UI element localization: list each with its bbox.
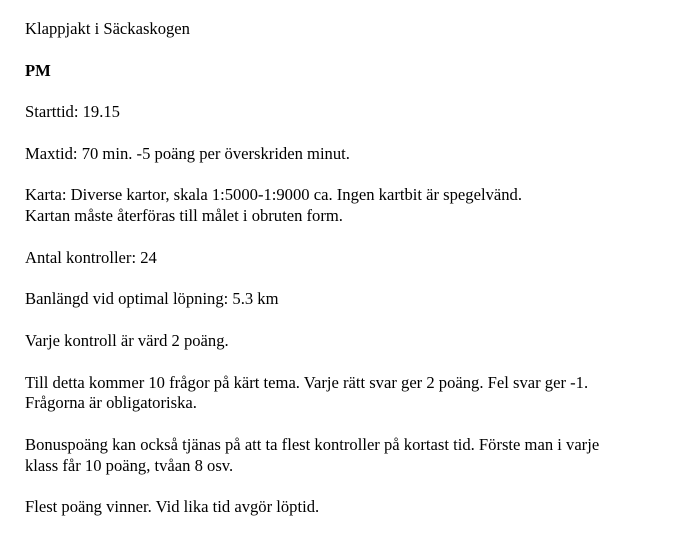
control-value-text: Varje kontroll är värd 2 poäng. bbox=[25, 330, 229, 350]
max-time-text: Maxtid: 70 min. -5 poäng per överskriden minut. bbox=[25, 143, 350, 163]
questions-line-1: Till detta kommer 10 frågor på kärt tema. Varje rätt svar ger 2 poäng. Fel svar ger -1. bbox=[25, 372, 589, 392]
start-time-text: Starttid: 19.15 bbox=[25, 102, 120, 122]
document-heading: PM bbox=[25, 60, 51, 80]
controls-count-text: Antal kontroller: 24 bbox=[25, 247, 157, 267]
questions-paragraph bbox=[25, 373, 690, 415]
document-title: Klappjakt i Säckaskogen bbox=[25, 19, 190, 38]
bonus-line-1: Bonuspoäng kan också tjänas på att ta flest kontroller på kortast tid. Förste man i varje bbox=[25, 434, 600, 454]
bonus-line-2: klass får 10 poäng, tvåan 8 osv. bbox=[25, 455, 234, 475]
winner-text: Flest poäng vinner. Vid lika tid avgör löptid. bbox=[25, 497, 320, 517]
course-length-text: Banlängd vid optimal löpning: 5.3 km bbox=[25, 289, 279, 309]
map-line-2: Kartan måste återföras till målet i obruten form. bbox=[25, 206, 343, 226]
document-body bbox=[25, 19, 690, 539]
map-paragraph bbox=[25, 185, 690, 227]
questions-line-2: Frågorna är obligatoriska. bbox=[25, 393, 197, 413]
bonus-paragraph bbox=[25, 435, 690, 477]
map-line-1: Karta: Diverse kartor, skala 1:5000-1:9000 ca. Ingen kartbit är spegelvänd. bbox=[25, 185, 522, 205]
